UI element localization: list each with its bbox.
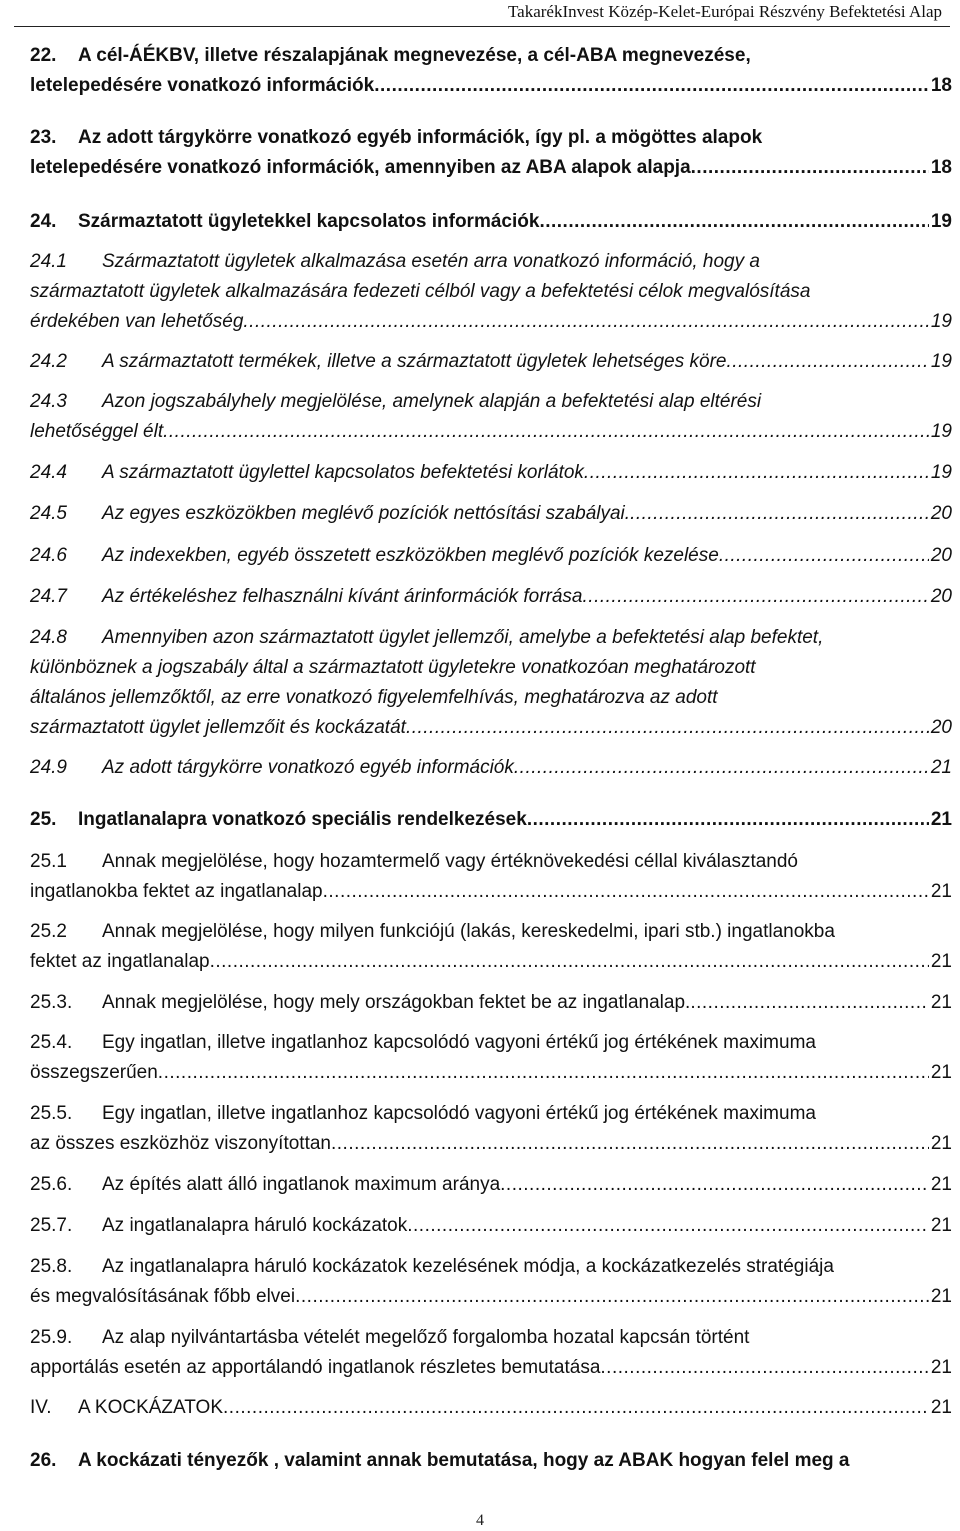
- toc-entry-line: [30, 1028, 952, 1058]
- toc-dot-leader: [726, 347, 928, 377]
- toc-entry-line: [30, 1129, 952, 1159]
- toc-dot-leader: [600, 1353, 928, 1383]
- toc-entry-line: [30, 153, 952, 183]
- toc-entry-title: ingatlanokba fektet az ingatlanalap: [30, 881, 323, 902]
- toc-dot-leader: [539, 207, 928, 237]
- toc-entry-number: 24.6: [30, 545, 67, 566]
- toc-entry[interactable]: [30, 1393, 952, 1423]
- toc-entry[interactable]: [30, 1211, 952, 1241]
- toc-entry-title: Az adott tárgykörre vonatkozó egyéb információk, így pl. a mögöttes alapok: [78, 127, 763, 148]
- toc-entry-line: [30, 1211, 952, 1241]
- toc-entry-line: [30, 877, 952, 907]
- toc-entry-line: [30, 123, 952, 153]
- toc-entry-title: Származtatott ügyletek alkalmazása esetén arra vonatkozó információ, hogy a: [102, 251, 760, 272]
- toc-entry[interactable]: [30, 1323, 952, 1383]
- toc-dot-leader: [500, 1170, 929, 1200]
- toc-entry-title: Az alap nyilvántartásba vételét megelőző forgalomba hozatal kapcsán történt: [102, 1327, 750, 1348]
- toc-entry-title: Az egyes eszközökben meglévő pozíciók nettósítási szabályai.: [102, 503, 631, 524]
- toc-entry-title: Ingatlanalapra vonatkozó speciális rendelkezések: [78, 809, 527, 830]
- toc-page-number: 21: [930, 951, 952, 972]
- toc-entry-title: és megvalósításának főbb elvei: [30, 1286, 296, 1307]
- toc-entry-title: lehetőséggel élt: [30, 421, 164, 442]
- toc-page-number: 21: [930, 1286, 952, 1307]
- toc-entry-number: 23.: [30, 127, 57, 148]
- toc-entry-number: 25.4.: [30, 1032, 73, 1053]
- toc-page-number: 18: [930, 157, 952, 178]
- toc-page-number: 21: [930, 1133, 952, 1154]
- toc-entry-line: [30, 417, 952, 447]
- toc-dot-leader: [210, 947, 929, 977]
- toc-dot-leader: [158, 1058, 929, 1088]
- toc-entry-title: Az adott tárgykörre vonatkozó egyéb információk: [102, 757, 514, 778]
- toc-entry-title: Annak megjelölése, hogy hozamtermelő vagy értéknövekedési céllal kiválasztandó: [102, 851, 798, 872]
- toc-entry-line: [30, 541, 952, 571]
- toc-dot-leader: [323, 877, 929, 907]
- toc-entry-line: [30, 387, 952, 417]
- toc-dot-leader: [406, 713, 929, 743]
- toc-dot-leader: [691, 153, 929, 183]
- toc-entry[interactable]: [30, 582, 952, 612]
- toc-entry-title: Egy ingatlan, illetve ingatlanhoz kapcsolódó vagyoni értékű jog értékének maximuma: [102, 1103, 816, 1124]
- toc-entry[interactable]: [30, 458, 952, 488]
- toc-entry-line: [30, 1170, 952, 1200]
- toc-entry-number: 24.1: [30, 251, 67, 272]
- toc-entry-number: 25.: [30, 809, 57, 830]
- page-number: 4: [476, 1512, 484, 1529]
- toc-entry[interactable]: [30, 917, 952, 977]
- toc-entry-title: letelepedésére vonatkozó információk: [30, 75, 375, 96]
- toc-entry-number: 25.3.: [30, 992, 73, 1013]
- toc-entry[interactable]: [30, 753, 952, 783]
- toc-entry-line: [30, 1353, 952, 1383]
- toc-page-number: 19: [930, 351, 952, 372]
- toc-entry[interactable]: [30, 347, 952, 377]
- toc-entry[interactable]: [30, 387, 952, 447]
- toc-entry[interactable]: [30, 207, 952, 237]
- toc-page-number: 21: [930, 809, 952, 830]
- toc-dot-leader: [584, 458, 929, 488]
- toc-entry[interactable]: [30, 1099, 952, 1159]
- toc-entry-number: 25.5.: [30, 1103, 73, 1124]
- toc-entry-title: A cél-ÁÉKBV, illetve részalapjának megnevezése, a cél-ABA megnevezése,: [78, 45, 751, 66]
- toc-entry-title: A KOCKÁZATOK: [78, 1397, 224, 1418]
- toc-entry-number: 24.3: [30, 391, 67, 412]
- toc-entry-number: 24.2: [30, 351, 67, 372]
- toc-entry-title: származtatott ügylet jellemzőit és kockázatát: [30, 717, 406, 738]
- toc-entry-line: [30, 458, 952, 488]
- toc-dot-leader: [331, 1129, 929, 1159]
- toc-entry-number: 24.7: [30, 586, 67, 607]
- toc-entry-number: 24.4: [30, 462, 67, 483]
- toc-page-number: 21: [930, 757, 952, 778]
- toc-dot-leader: [527, 805, 929, 835]
- toc-entry-title: Azon jogszabályhely megjelölése, amelynek alapján a befektetési alap eltérési: [102, 391, 762, 412]
- toc-entry[interactable]: [30, 41, 952, 101]
- toc-page-number: 19: [930, 462, 952, 483]
- toc-entry-line: [30, 207, 952, 237]
- toc-entry-line: [30, 1058, 952, 1088]
- toc-entry-line: [30, 653, 952, 683]
- toc-entry-line: [30, 1252, 952, 1282]
- toc-page-number: 20: [930, 717, 952, 738]
- toc-entry-number: 24.9: [30, 757, 67, 778]
- toc-entry-line: [30, 805, 952, 835]
- toc-entry[interactable]: [30, 623, 952, 743]
- toc-entry-line: [30, 582, 952, 612]
- toc-entry-title: Annak megjelölése, hogy mely országokban fektet be az ingatlanalap.: [102, 992, 691, 1013]
- toc-entry[interactable]: [30, 1028, 952, 1088]
- toc-entry-title: fektet az ingatlanalap: [30, 951, 210, 972]
- toc-entry-line: [30, 988, 952, 1018]
- toc-entry[interactable]: [30, 541, 952, 571]
- toc-entry-number: 25.1: [30, 851, 67, 872]
- toc-entry-line: [30, 347, 952, 377]
- toc-page-number: 19: [930, 421, 952, 442]
- toc-entry-line: [30, 247, 952, 277]
- toc-entry-line: [30, 947, 952, 977]
- toc-entry-title: A származtatott termékek, illetve a származtatott ügyletek lehetséges köre: [102, 351, 727, 372]
- toc-entry-line: [30, 917, 952, 947]
- toc-entry-number: 24.5: [30, 503, 67, 524]
- toc-entry[interactable]: [30, 1446, 952, 1476]
- toc-page-number: 21: [930, 1215, 952, 1236]
- toc-entry-number: 25.6.: [30, 1174, 73, 1195]
- toc-entry-number: 26.: [30, 1450, 57, 1471]
- toc-entry-line: [30, 847, 952, 877]
- toc-entry-title: A kockázati tényezők , valamint annak bemutatása, hogy az ABAK hogyan felel meg a: [78, 1450, 850, 1471]
- toc-entry[interactable]: [30, 123, 952, 183]
- toc-page-number: 20: [930, 545, 952, 566]
- toc-entry-title: Az ingatlanalapra háruló kockázatok kezelésének módja, a kockázatkezelés stratégiája: [102, 1256, 834, 1277]
- toc-entry[interactable]: [30, 247, 952, 337]
- toc-page-number: 21: [930, 1397, 952, 1418]
- toc-entry-number: 24.8: [30, 627, 67, 648]
- toc-entry-number: 25.9.: [30, 1327, 73, 1348]
- toc-entry-line: [30, 1323, 952, 1353]
- toc-page-number: 21: [930, 1174, 952, 1195]
- toc-entry-title: A származtatott ügylettel kapcsolatos befektetési korlátok: [102, 462, 584, 483]
- toc-entry[interactable]: [30, 847, 952, 907]
- toc-entry-line: [30, 1282, 952, 1312]
- toc-entry-title: Az értékeléshez felhasználni kívánt árinformációk forrása: [102, 586, 583, 607]
- toc-entry-number: IV.: [30, 1397, 52, 1418]
- toc-dot-leader: [374, 71, 929, 101]
- toc-entry-title: az összes eszközhöz viszonyítottan: [30, 1133, 331, 1154]
- toc-entry-line: [30, 753, 952, 783]
- toc-entry[interactable]: [30, 1170, 952, 1200]
- toc-entry-title: különböznek a jogszabály által a származtatott ügyletekre vonatkozóan meghatározott: [30, 657, 756, 678]
- toc-entry-line: [30, 1446, 952, 1476]
- toc-entry-title: Amennyiben azon származtatott ügylet jellemzői, amelybe a befektetési alap befektet,: [102, 627, 824, 648]
- toc-entry[interactable]: [30, 805, 952, 835]
- toc-entry-line: [30, 1099, 952, 1129]
- toc-entry-title: apportálás esetén az apportálandó ingatlanok részletes bemutatása: [30, 1357, 601, 1378]
- toc-dot-leader: [514, 753, 929, 783]
- toc-entry-title: összegszerűen: [30, 1062, 158, 1083]
- toc-entry-line: [30, 623, 952, 653]
- toc-page-number: 18: [930, 75, 952, 96]
- toc-entry-line: [30, 683, 952, 713]
- toc-entry-title: letelepedésére vonatkozó információk, amennyiben az ABA alapok alapja: [30, 157, 691, 178]
- toc-dot-leader: [223, 1393, 929, 1423]
- toc-entry[interactable]: [30, 1252, 952, 1312]
- toc-dot-leader: [583, 582, 929, 612]
- toc-dot-leader: [719, 541, 929, 571]
- toc-entry-line: [30, 307, 952, 337]
- toc-entry-title: Az ingatlanalapra háruló kockázatok: [102, 1215, 408, 1236]
- toc-entry-title: Az indexekben, egyéb összetett eszközökben meglévő pozíciók kezelése: [102, 545, 719, 566]
- toc-entry-line: [30, 1393, 952, 1423]
- toc-entry-title: Az építés alatt álló ingatlanok maximum aránya: [102, 1174, 501, 1195]
- toc-dot-leader: [243, 307, 928, 337]
- toc-page-number: 21: [930, 992, 952, 1013]
- running-header: TakarékInvest Közép-Kelet-Európai Részvény Befektetési Alap: [507, 2, 942, 21]
- toc-entry-title: származtatott ügyletek alkalmazására fedezeti célból vagy a befektetési célok megvalósítása: [30, 281, 811, 302]
- toc-entry-title: általános jellemzőktől, az erre vonatkozó figyelemfelhívás, meghatározva az adott: [30, 687, 718, 708]
- toc-entry-line: [30, 71, 952, 101]
- toc-entry-title: Származtatott ügyletekkel kapcsolatos információk: [78, 211, 540, 232]
- toc-entry-line: [30, 499, 952, 529]
- toc-entry[interactable]: [30, 988, 952, 1018]
- toc-entry-title: Annak megjelölése, hogy milyen funkciójú (lakás, kereskedelmi, ipari stb.) ingatlanokba: [102, 921, 835, 942]
- toc-entry[interactable]: [30, 499, 952, 529]
- toc-entry-line: [30, 277, 952, 307]
- toc-entry-line: [30, 41, 952, 71]
- toc-page-number: 20: [930, 586, 952, 607]
- toc-page-number: 20: [930, 503, 952, 524]
- toc-page-number: 21: [930, 881, 952, 902]
- toc-dot-leader: [630, 499, 929, 529]
- toc-entry-number: 24.: [30, 211, 57, 232]
- toc-entry-number: 25.2: [30, 921, 67, 942]
- toc-entry-title: Egy ingatlan, illetve ingatlanhoz kapcsolódó vagyoni értékű jog értékének maximuma: [102, 1032, 816, 1053]
- toc-dot-leader: [295, 1282, 929, 1312]
- toc-dot-leader: [163, 417, 929, 447]
- toc-entry-number: 25.7.: [30, 1215, 73, 1236]
- toc-page-number: 19: [930, 211, 952, 232]
- toc-dot-leader: [407, 1211, 929, 1241]
- toc-page-number: 19: [930, 311, 952, 332]
- toc-entry-title: érdekében van lehetőség: [30, 311, 244, 332]
- toc-page-number: 21: [930, 1062, 952, 1083]
- toc-page-number: 21: [930, 1357, 952, 1378]
- toc-entry-number: 25.8.: [30, 1256, 73, 1277]
- header-rule: [14, 26, 950, 27]
- toc-entry-number: 22.: [30, 45, 57, 66]
- toc-dot-leader: [690, 988, 929, 1018]
- toc-entry-line: [30, 713, 952, 743]
